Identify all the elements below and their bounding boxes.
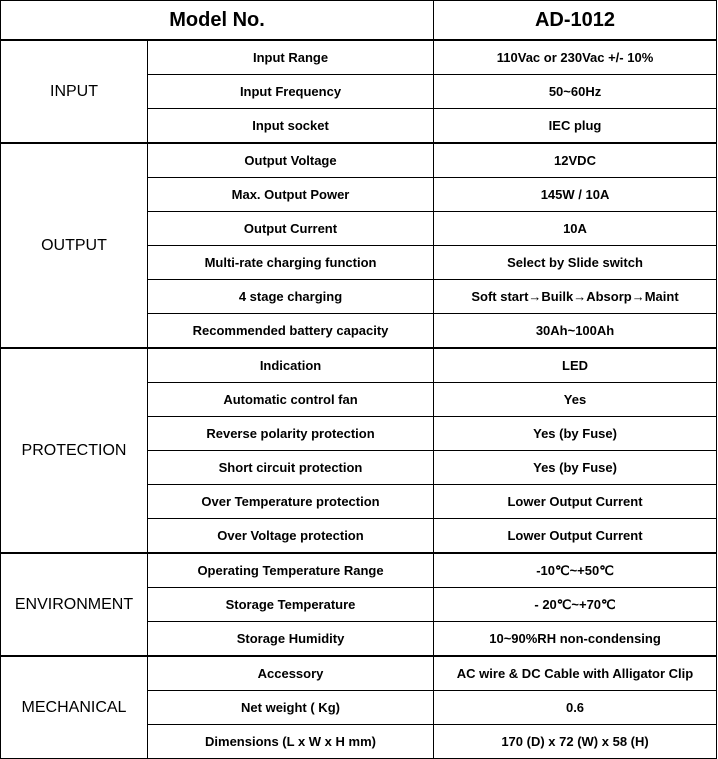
param-value: 10~90%RH non-condensing [434, 622, 717, 657]
param-value: 12VDC [434, 143, 717, 178]
category-input: INPUT [1, 40, 148, 143]
param-label: Output Current [148, 212, 434, 246]
header-row [1, 1, 717, 41]
param-value: Lower Output Current [434, 519, 717, 554]
param-label: Net weight ( Kg) [148, 691, 434, 725]
param-value: Yes (by Fuse) [434, 451, 717, 485]
category-environment: ENVIRONMENT [1, 553, 148, 656]
spec-row [1, 656, 717, 691]
param-label: Max. Output Power [148, 178, 434, 212]
param-label: Output Voltage [148, 143, 434, 178]
param-label: 4 stage charging [148, 280, 434, 314]
param-label: Indication [148, 348, 434, 383]
param-label: Operating Temperature Range [148, 553, 434, 588]
category-protection: PROTECTION [1, 348, 148, 553]
param-label: Short circuit protection [148, 451, 434, 485]
param-label: Dimensions (L x W x H mm) [148, 725, 434, 759]
param-value: Soft start→Builk→Absorp→Maint [434, 280, 717, 314]
category-output: OUTPUT [1, 143, 148, 348]
param-label: Input Frequency [148, 75, 434, 109]
param-label: Input socket [148, 109, 434, 144]
param-value: 170 (D) x 72 (W) x 58 (H) [434, 725, 717, 759]
param-value: 30Ah~100Ah [434, 314, 717, 349]
param-value: AC wire & DC Cable with Alligator Clip [434, 656, 717, 691]
param-label: Accessory [148, 656, 434, 691]
param-value: 110Vac or 230Vac +/- 10% [434, 40, 717, 75]
param-value: 50~60Hz [434, 75, 717, 109]
param-value: - 20℃~+70℃ [434, 588, 717, 622]
param-value: IEC plug [434, 109, 717, 144]
param-value: Yes (by Fuse) [434, 417, 717, 451]
spec-row [1, 40, 717, 75]
model-no-label: Model No. [1, 1, 434, 41]
param-label: Recommended battery capacity [148, 314, 434, 349]
param-label: Over Voltage protection [148, 519, 434, 554]
param-value: 10A [434, 212, 717, 246]
param-label: Multi-rate charging function [148, 246, 434, 280]
param-value: Lower Output Current [434, 485, 717, 519]
param-label: Storage Humidity [148, 622, 434, 657]
param-label: Input Range [148, 40, 434, 75]
param-value: 0.6 [434, 691, 717, 725]
category-mechanical: MECHANICAL [1, 656, 148, 759]
param-label: Storage Temperature [148, 588, 434, 622]
param-value: LED [434, 348, 717, 383]
param-value: 145W / 10A [434, 178, 717, 212]
param-value: -10℃~+50℃ [434, 553, 717, 588]
param-label: Reverse polarity protection [148, 417, 434, 451]
model-number: AD-1012 [434, 1, 717, 41]
param-value: Select by Slide switch [434, 246, 717, 280]
spec-row [1, 143, 717, 178]
param-label: Over Temperature protection [148, 485, 434, 519]
param-label: Automatic control fan [148, 383, 434, 417]
spec-table-body [1, 1, 717, 759]
param-value: Yes [434, 383, 717, 417]
spec-row [1, 348, 717, 383]
spec-row [1, 553, 717, 588]
